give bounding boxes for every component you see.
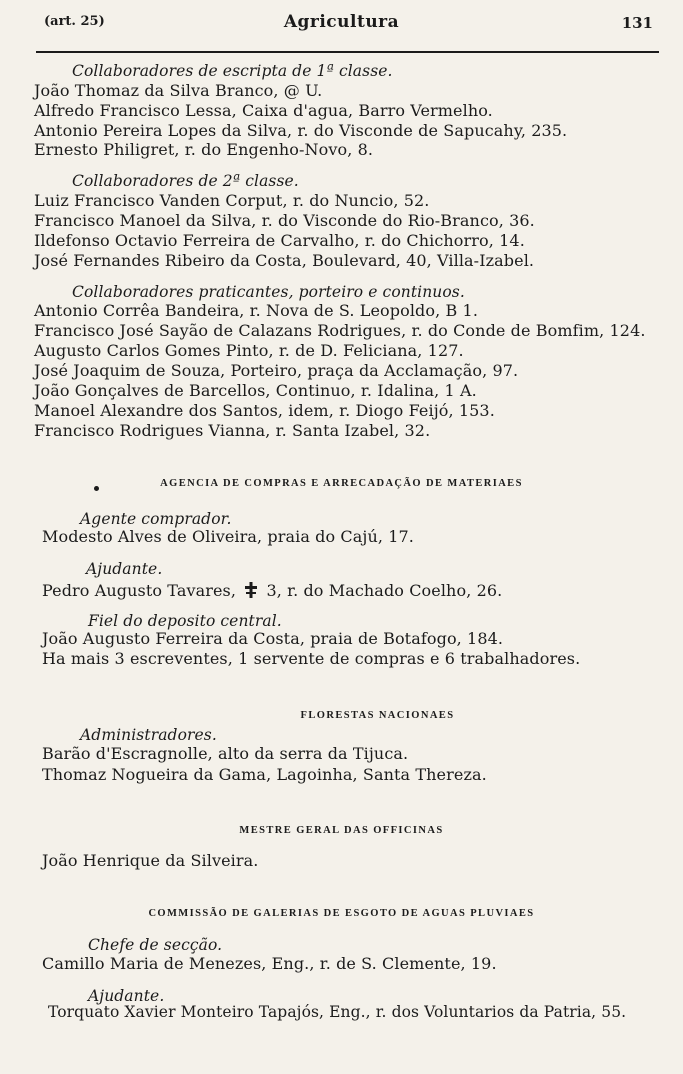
praticantes-heading: Collaboradores praticantes, porteiro e continuos. [72, 283, 465, 301]
praticantes-entry: Francisco Rodrigues Vianna, r. Santa Izabel, 32. [34, 421, 431, 440]
agencia-note: Ha mais 3 escreventes, 1 servente de compras e 6 trabalhadores. [42, 649, 581, 668]
running-title: Agricultura [283, 12, 400, 32]
order-cross-icon [244, 581, 258, 599]
praticantes-entry: José Joaquim de Souza, Porteiro, praça da Acclamação, 97. [34, 361, 519, 380]
fiel-deposito-entry: João Augusto Ferreira da Costa, praia de Botafogo, 184. [42, 629, 504, 648]
praticantes-entry: Manoel Alexandre dos Santos, idem, r. Diogo Feijó, 153. [34, 401, 495, 420]
agente-comprador-entry: Modesto Alves de Oliveira, praia do Cajú, 17. [42, 527, 414, 546]
ajudante-name: Pedro Augusto Tavares, [42, 581, 237, 600]
administradores-role: Administradores. [80, 726, 217, 744]
collab2-entry: Luiz Francisco Vanden Corput, r. do Nuncio, 52. [34, 191, 430, 210]
florestas-entry: Thomaz Nogueira da Gama, Lagoinha, Santa Thereza. [42, 765, 487, 784]
page-number: 131 [621, 14, 653, 32]
collab1-entry: Antonio Pereira Lopes da Silva, r. do Visconde de Sapucahy, 235. [34, 121, 568, 140]
agente-comprador-role: Agente comprador. [80, 510, 232, 528]
collab2-entry: José Fernandes Ribeiro da Costa, Boulevard, 40, Villa-Izabel. [34, 251, 535, 270]
collab2-heading: Collaboradores de 2ª classe. [72, 172, 299, 190]
section-title-mestre: MESTRE GERAL DAS OFFICINAS [239, 825, 444, 836]
ajudante-address: 3, r. do Machado Coelho, 26. [266, 581, 503, 600]
collab2-entry: Francisco Manoel da Silva, r. do Visconde do Rio-Branco, 36. [34, 211, 535, 230]
section-reference: (art. 25) [44, 14, 105, 29]
ajudante-entry [42, 578, 502, 600]
praticantes-entry: João Gonçalves de Barcellos, Continuo, r. Idalina, 1 A. [34, 381, 477, 400]
chefe-seccao-role: Chefe de secção. [88, 936, 223, 954]
praticantes-entry: Augusto Carlos Gomes Pinto, r. de D. Feliciana, 127. [34, 341, 464, 360]
section-title-agencia: AGENCIA DE COMPRAS E ARRECADAÇÃO DE MATERIAES [160, 478, 523, 489]
header-rule [36, 51, 659, 53]
page-header [0, 12, 683, 40]
collab1-heading: Collaboradores de escripta de 1ª classe. [72, 62, 393, 80]
ajudante-role: Ajudante. [86, 560, 163, 578]
section-title-commissao: COMMISSÃO DE GALERIAS DE ESGOTO DE AGUAS PLUVIAES [148, 908, 535, 919]
praticantes-entry: Antonio Corrêa Bandeira, r. Nova de S. Leopoldo, B 1. [34, 301, 479, 320]
commissao-ajudante-entry: Torquato Xavier Monteiro Tapajós, Eng., r. dos Voluntarios da Patria, 55. [48, 1003, 627, 1021]
fiel-deposito-role: Fiel do deposito central. [88, 612, 282, 630]
chefe-seccao-entry: Camillo Maria de Menezes, Eng., r. de S. Clemente, 19. [42, 954, 497, 973]
collab1-entry: Alfredo Francisco Lessa, Caixa d'agua, Barro Vermelho. [34, 101, 493, 120]
praticantes-entry: Francisco José Sayão de Calazans Rodrigues, r. do Conde de Bomfim, 124. [34, 321, 646, 340]
mestre-entry: João Henrique da Silveira. [42, 851, 259, 870]
collab1-entry: Ernesto Philigret, r. do Engenho-Novo, 8. [34, 140, 374, 159]
commissao-ajudante-role: Ajudante. [88, 987, 165, 1005]
florestas-entry: Barão d'Escragnolle, alto da serra da Tijuca. [42, 744, 409, 763]
collab1-entry: João Thomaz da Silva Branco, @ U. [34, 81, 323, 100]
section-title-florestas: FLORESTAS NACIONAES [300, 710, 455, 721]
collab2-entry: Ildefonso Octavio Ferreira de Carvalho, r. do Chichorro, 14. [34, 231, 525, 250]
